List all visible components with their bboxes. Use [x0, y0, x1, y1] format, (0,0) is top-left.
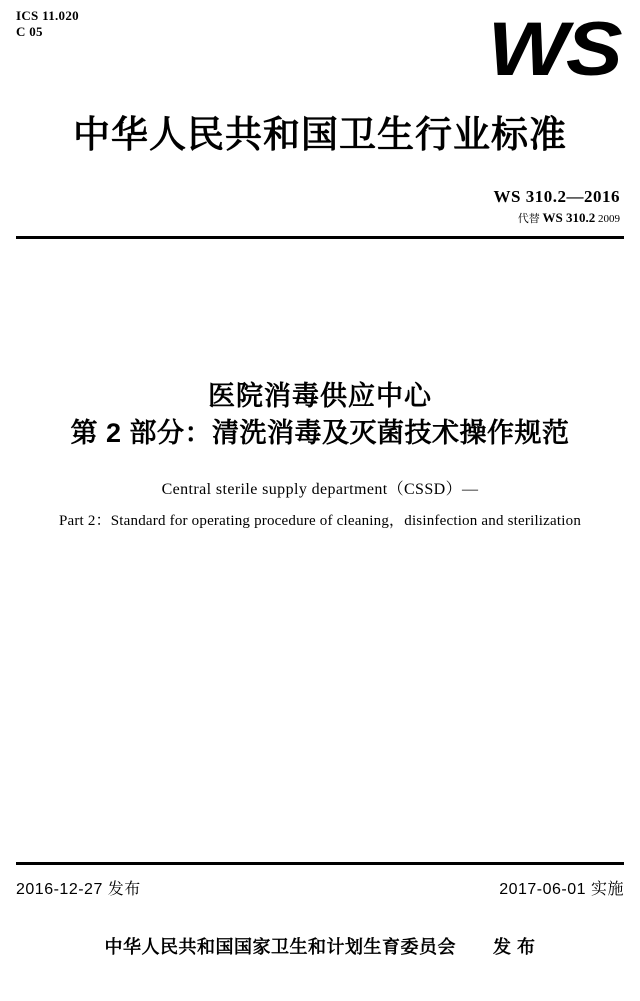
dates-row: [16, 876, 624, 899]
issuer-name: 中华人民共和国国家卫生和计划生育委员会: [104, 937, 456, 957]
issuer-line: [0, 933, 640, 959]
divider-bottom: [16, 862, 624, 865]
standard-replaces: [494, 210, 620, 227]
series-title: 中华人民共和国卫生行业标准: [73, 114, 567, 155]
divider-top: [16, 236, 624, 239]
title-cn-line2: 第 2 部分：清洗消毒及灭菌技术操作规范: [70, 418, 570, 449]
effective-date: 2017-06-01 实施: [499, 881, 624, 898]
standard-number: WS 310.2—2016: [493, 187, 620, 206]
replaces-prefix: 代替: [517, 213, 540, 226]
standard-number-block: [494, 186, 620, 227]
ics-code: ICS 11.020: [16, 8, 79, 23]
replaces-value: WS 310.2: [542, 210, 596, 226]
issue-date: 2016-12-27 发布: [16, 881, 141, 898]
issuer-suffix: 发 布: [493, 937, 536, 957]
title-en-line2: Part 2：Standard for operating procedure of cleaning，disinfection and sterilization: [58, 512, 582, 529]
title-block: [0, 378, 640, 530]
title-cn-line1: 医院消毒供应中心: [208, 381, 432, 411]
ws-logo: WS: [487, 7, 620, 92]
ics-block: [16, 8, 79, 41]
classification-code: C 05: [16, 24, 43, 40]
replaces-year: 2009: [598, 213, 620, 226]
title-en-line1: Central sterile supply department（CSSD）—: [161, 480, 479, 498]
